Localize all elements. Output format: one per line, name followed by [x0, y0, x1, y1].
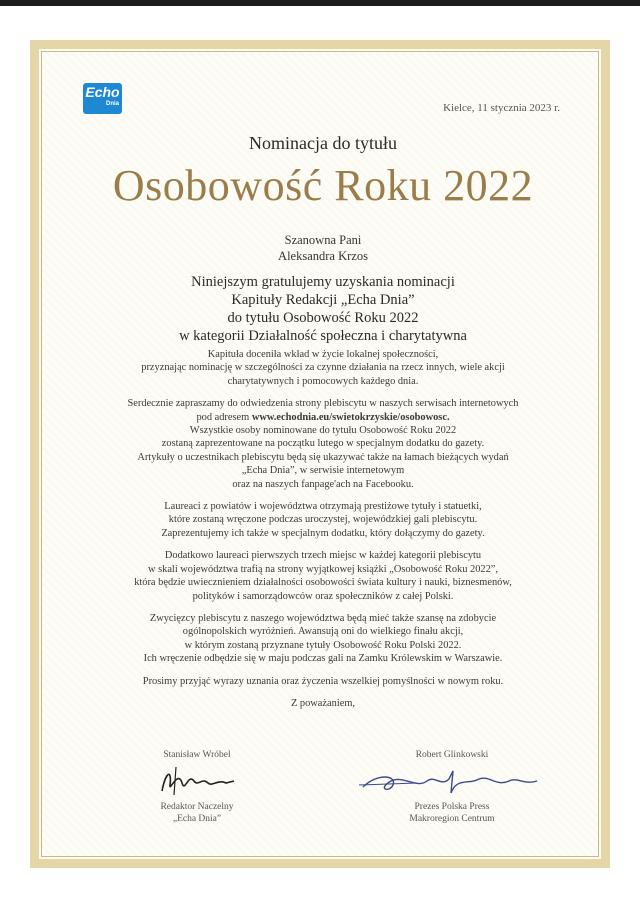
congratulations-line: Kapituły Redakcji „Echa Dnia”	[231, 292, 415, 308]
recipient-name: Aleksandra Krzos	[278, 249, 368, 263]
congratulations-line: w kategorii Działalność społeczna i charytatywna	[179, 328, 467, 344]
logo-subtext: Dnia	[105, 101, 119, 107]
text-line: Dodatkowo laureaci pierwszych trzech miejsc w każdej kategorii plebiscytu	[164, 550, 482, 562]
paragraph-book	[42, 549, 604, 603]
text-line: oraz na naszych fanpage'ach na Facebooku.	[232, 478, 414, 490]
text-line: w skali województwa trafią na strony wyjątkowej książki „Osobowość Roku 2022”,	[147, 563, 499, 575]
salutation: Szanowna Pani	[284, 233, 362, 247]
signatory-name: Robert Glinkowski	[415, 750, 489, 760]
paragraph-invitation	[42, 397, 604, 491]
text-line: Ich wręczenie odbędzie się w maju podczas gali na Zamku Królewskim w Warszawie.	[143, 653, 503, 665]
top-dark-strip	[0, 0, 640, 6]
signature-block-editor	[87, 749, 307, 825]
certificate-frame	[30, 40, 610, 868]
text-line: ogólnopolskich wyróżnień. Awansują oni do wielkiego finału akcji,	[182, 626, 464, 638]
text-line: które zostaną wręczone podczas uroczystej, wojewódzkiej gali plebiscytu.	[168, 514, 478, 526]
signatory-role: Prezes Polska Press	[414, 802, 490, 812]
text-line: Serdecznie zapraszamy do odwiedzenia strony plebiscytu w naszych serwisach internetowych	[127, 398, 519, 410]
closing-text: Z poważaniem,	[290, 697, 356, 709]
logo-text: Echo	[85, 84, 120, 100]
main-title: Osobowość Roku 2022	[112, 161, 534, 210]
signatory-org: „Echa Dnia”	[172, 814, 222, 824]
text-line: Prosimy przyjąć wyrazy uznania oraz życzenia wszelkiej pomyślności w nowym roku.	[142, 675, 504, 687]
nomination-heading: Nominacja do tytułu	[249, 133, 397, 153]
text-line: Wszystkie osoby nominowane do tytułu Osobowość Roku 2022	[189, 425, 457, 437]
signatory-name: Stanisław Wróbel	[163, 750, 231, 760]
congratulations-block	[42, 273, 604, 345]
signature-block-president	[342, 749, 562, 825]
text-line: Zaprezentujemy ich także w specjalnym dodatku, który dołączymy do gazety.	[161, 527, 485, 539]
text-line: Artykuły o uczestnikach plebiscytu będą się ukazywać także na łamach bieżących wydań	[137, 451, 509, 463]
text-line: która będzie uwiecznieniem działalności osobowości świata kultury i nauki, biznesmenów,	[134, 577, 512, 589]
handwritten-signature-icon	[342, 763, 562, 799]
text-line: Laureaci z powiatów i województwa otrzymają prestiżowe tytuły i statuetki,	[164, 501, 482, 513]
paragraph-winners	[42, 612, 604, 666]
paragraph-recognition	[42, 348, 604, 388]
congratulations-line: Niniejszym gratulujemy uzyskania nominacji	[191, 274, 455, 290]
website-link[interactable]: www.echodnia.eu/swietokrzyskie/osobowosc.	[251, 411, 450, 423]
text-line: zostaną zaprezentowane na początku lutego w specjalnym dodatku do gazety.	[161, 438, 485, 450]
closing	[42, 697, 604, 710]
handwritten-signature-icon	[87, 763, 307, 799]
greeting	[42, 232, 604, 264]
signatory-org: Makroregion Centrum	[409, 814, 495, 824]
text-line: pod adresem	[196, 411, 252, 423]
text-line: „Echa Dnia”, w serwisie internetowym	[241, 465, 405, 477]
letter-body	[42, 348, 604, 719]
text-line: Zwycięzcy plebiscytu z naszego województwa będą mieć także szansę na zdobycie	[149, 612, 497, 624]
paragraph-laureates	[42, 500, 604, 540]
text-line: polityków i samorządowców oraz społeczników z całej Polski.	[192, 590, 454, 602]
text-line: Kapituła doceniła wkład w życie lokalnej społeczności,	[207, 349, 439, 360]
text-line: w którym zostaną przyznane tytuły Osobowość Roku Polski 2022.	[184, 639, 462, 651]
text-line: charytatywnych i pomocowych każdego dnia.	[227, 375, 419, 387]
paragraph-wishes	[42, 675, 604, 688]
letter-date: Kielce, 11 stycznia 2023 r.	[443, 102, 560, 114]
certificate-paper	[41, 51, 599, 857]
text-line: przyznając nominację w szczególności za czynne działania na rzecz innych, wiele akcji	[141, 362, 505, 374]
congratulations-line: do tytułu Osobowość Roku 2022	[227, 310, 419, 326]
echo-dnia-logo	[83, 83, 122, 114]
signatory-role: Redaktor Naczelny	[160, 802, 234, 812]
